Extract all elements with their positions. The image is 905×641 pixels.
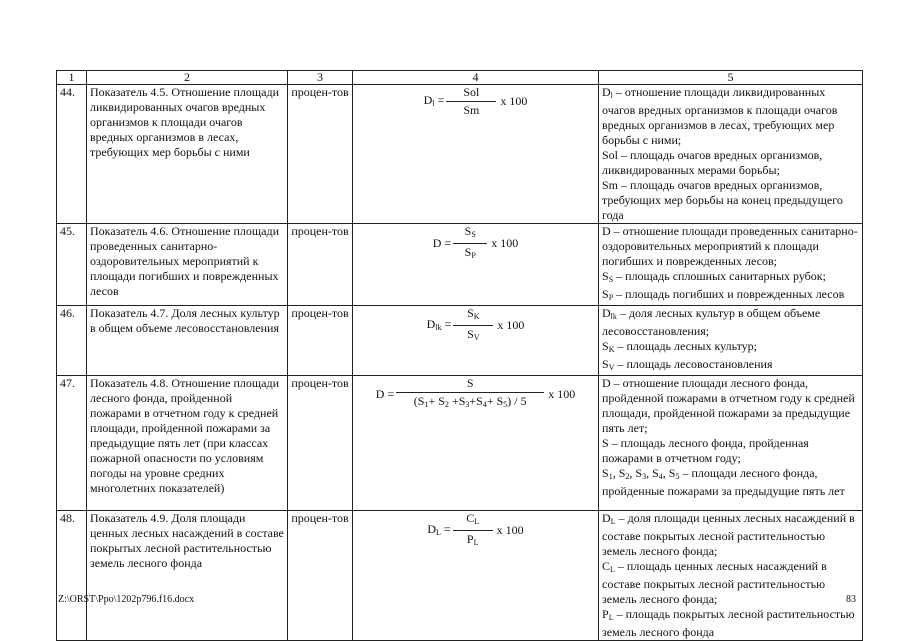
table-row: [57, 224, 863, 306]
row-number: 45.: [57, 224, 87, 306]
footer-file-path: Z:\ORST\Ppo\1202p796.f16.docx: [58, 594, 195, 605]
formula-lhs: D: [426, 316, 436, 331]
formula: $D_L$ = $\frac{C_L}{P_L}$ x 100: [356, 511, 595, 550]
description-line: $S_K$ – площадь лесных культур;: [602, 339, 758, 354]
fraction-bar: [453, 325, 493, 326]
formula-multiplier: x 100: [500, 94, 528, 108]
description-line: S – площадь лесного фонда, пройденная пожарами в отчетном году;: [602, 436, 809, 465]
description-line: $D_L$ – доля площади ценных лесных насаждений в составе покрытых лесной растительностью земель лесного фонда;: [602, 511, 855, 558]
fraction-bar: [453, 530, 493, 531]
col-number-5: 5: [599, 71, 863, 85]
formula-lhs-sub: L: [436, 527, 441, 537]
description-line: Sm – площадь очагов вредных организмов, требующих мер борьбы на конец предыдущего года: [602, 178, 843, 222]
description-cell: [599, 306, 863, 376]
description-line: $S_P$ – площадь погибших и поврежденных лесов: [602, 287, 845, 302]
table-row: [57, 306, 863, 376]
table-row: [57, 85, 863, 224]
row-number: 46.: [57, 306, 87, 376]
fraction-bar: [446, 101, 496, 102]
fraction-bar: [396, 392, 544, 393]
unit: процен-тов: [288, 224, 353, 306]
description-cell: [599, 85, 863, 224]
numerator-sub: K: [473, 312, 480, 321]
formula-lhs: D: [427, 521, 436, 536]
description-line: $D_l$ – отношение площади ликвидированных очагов вредных организмов к площади очагов вредных организмов в лесах, требующих мер борьбы с ними;: [602, 85, 838, 147]
table-row: [57, 511, 863, 641]
indicator-name: Показатель 4.5. Отношение площади ликвидированных очагов вредных организмов к площади очагов вредных организмов в лесах, требующих мер борьбы с ними: [87, 85, 288, 224]
denominator: Sm: [463, 103, 480, 117]
formula: $D_l$ = $\frac{\text{Sol}}{Sm}$ x 100: [423, 85, 528, 117]
row-number: 44.: [57, 85, 87, 224]
formula-lhs: D: [432, 236, 442, 250]
numerator-sub: S: [471, 230, 476, 239]
formula-cell: [353, 85, 599, 224]
numerator: S: [464, 224, 472, 238]
description-cell: [599, 224, 863, 306]
numerator: S: [466, 376, 474, 390]
formula-multiplier: x 100: [548, 386, 576, 401]
formula: $D_{lk}$ = $\frac{S_K}{S_V}$ x 100: [356, 306, 595, 345]
numerator: S: [467, 306, 474, 320]
row-number: 48.: [57, 511, 87, 641]
indicator-name: Показатель 4.6. Отношение площади проведенных санитарно-оздоровительных мероприятий к площади погибших и поврежденных лесов: [87, 224, 288, 306]
denominator: S: [467, 327, 474, 341]
description-cell: [599, 376, 863, 511]
description-line: $S_S$ – площадь сплошных санитарных рубок;: [602, 269, 826, 284]
denominator: $(S_1+ S_2 +S_3+S_4+ S_5) / 5$: [413, 394, 527, 409]
formula-multiplier: x 100: [496, 523, 524, 537]
col-number-3: 3: [288, 71, 353, 85]
denominator: P: [466, 532, 474, 546]
unit: процен-тов: [288, 85, 353, 224]
numerator: C: [466, 511, 475, 525]
indicator-name: Показатель 4.7. Доля лесных культур в общем объеме лесовосстановления: [87, 306, 288, 376]
unit: процен-тов: [288, 376, 353, 511]
table-row: [57, 376, 863, 511]
numerator-sub: L: [474, 517, 480, 526]
formula-cell: [353, 306, 599, 376]
description-cell: [599, 511, 863, 641]
fraction: [453, 224, 487, 263]
formula-lhs: D: [375, 386, 385, 401]
formula-cell: [353, 224, 599, 306]
description-line: $S_1$, $S_2$, $S_3$, $S_4$, $S_5$ – площади лесного фонда, пройденные пожарами за предыдущие пять лет: [602, 466, 845, 498]
fraction: [446, 85, 496, 118]
indicator-name: Показатель 4.8. Отношение площади лесного фонда, пройденной пожарами в отчетном году к средней площади, пройденной пожарами за предыдущие пять лет (при классах пожарной опасности по условиям погоды на уровне средних многолетних показателей): [87, 376, 288, 511]
formula-cell: [353, 376, 599, 511]
column-number-row: [57, 71, 863, 85]
col-number-2: 2: [87, 71, 288, 85]
description-line: $D_{lk}$ – доля лесных культур в общем объеме лесовосстановления;: [602, 306, 821, 338]
unit: процен-тов: [288, 306, 353, 376]
numerator: Sol: [463, 85, 480, 99]
description-line: $S_V$ – площадь лесовостановления: [602, 357, 773, 372]
fraction: [396, 376, 544, 412]
description-line: Sol – площадь очагов вредных организмов, ликвидированных мерами борьбы;: [602, 148, 823, 177]
indicators-table: [56, 70, 863, 641]
col-number-4: 4: [353, 71, 599, 85]
formula-lhs: D: [423, 92, 433, 107]
denominator-sub: V: [473, 333, 480, 342]
formula-lhs-sub: lk: [435, 322, 442, 332]
denominator-sub: L: [473, 538, 479, 547]
description-line: $C_L$ – площадь ценных лесных насаждений в составе покрытых лесной растительностью земель лесного фонда;: [602, 559, 827, 606]
unit: процен-тов: [288, 511, 353, 641]
col-number-1: 1: [57, 71, 87, 85]
formula-multiplier: x 100: [491, 236, 519, 250]
description-line: $P_L$ – площадь покрытых лесной растительностью земель лесного фонда: [602, 607, 855, 639]
formula: D = $\frac{S_S}{S_P}$ x 100: [356, 224, 595, 263]
formula-lhs-sub: l: [432, 98, 435, 108]
row-number: 47.: [57, 376, 87, 511]
page-number: 83: [846, 594, 856, 605]
fraction-bar: [453, 243, 487, 244]
denominator-sub: P: [471, 251, 476, 260]
indicator-name: Показатель 4.9. Доля площади ценных лесных насаждений в составе покрытых лесной растительностью земель лесного фонда: [87, 511, 288, 641]
description-line: D – отношение площади проведенных санитарно-оздоровительных мероприятий к площади погибших и поврежденных лесов;: [602, 224, 858, 268]
formula: D = $\frac{S}{(S_1+ S_2 +S_3+S_4+ S_5) / 5}$ x 100: [356, 376, 595, 412]
fraction: [453, 511, 493, 550]
formula-multiplier: x 100: [497, 318, 525, 332]
description-line: D – отношение площади лесного фонда, пройденной пожарами в отчетном году к средней площади, пройденной пожарами за предыдущие пять лет;: [602, 376, 855, 435]
denominator: S: [464, 245, 472, 259]
fraction: [453, 306, 493, 345]
formula-cell: [353, 511, 599, 641]
